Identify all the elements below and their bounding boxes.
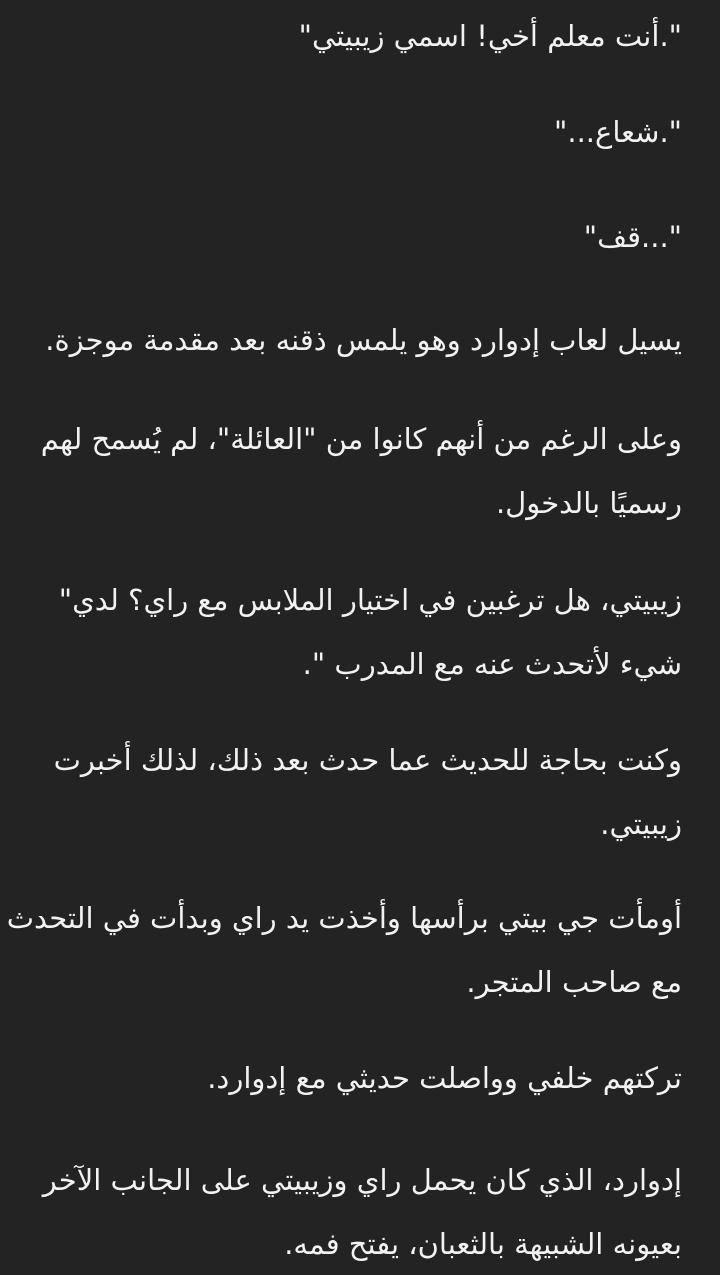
- paragraph-line: تركتهم خلفي وواصلت حديثي مع إدوارد.: [207, 1061, 682, 1095]
- paragraph-line: مع صاحب المتجر.: [466, 965, 682, 999]
- paragraph-4: [38, 308, 682, 372]
- paragraph-7: [38, 728, 682, 856]
- paragraph-9: [38, 1046, 682, 1110]
- paragraph-5: [38, 407, 682, 535]
- paragraph-line: بعيونه الشبيهة بالثعبان، يفتح فمه.: [284, 1227, 682, 1261]
- paragraph-1: [38, 4, 682, 68]
- paragraph-8: [6, 886, 682, 1014]
- paragraph-line: ".أنت معلم أخي! اسمي زيبيتي": [298, 19, 682, 53]
- paragraph-line: ".شعاع...": [554, 115, 682, 149]
- paragraph-6: [38, 568, 682, 696]
- paragraph-2: [38, 100, 682, 164]
- paragraph-line: وعلى الرغم من أنهم كانوا من "العائلة"، لم يُسمح لهم: [40, 422, 682, 456]
- paragraph-line: رسميًا بالدخول.: [495, 486, 682, 520]
- paragraph-line: وكنت بحاجة للحديث عما حدث بعد ذلك، لذلك أخبرت: [53, 743, 682, 777]
- paragraph-line: زيبيتي، هل ترغبين في اختيار الملابس مع راي؟ لدي": [58, 583, 682, 617]
- paragraph-line: أومأت جي بيتي برأسها وأخذت يد راي وبدأت في التحدث: [6, 901, 682, 935]
- paragraph-3: [38, 205, 682, 269]
- paragraph-line: إدوارد، الذي كان يحمل راي وزيبيتي على الجانب الآخر: [42, 1163, 682, 1197]
- paragraph-line: "...قف": [583, 220, 682, 254]
- paragraph-line: يسيل لعاب إدوارد وهو يلمس ذقنه بعد مقدمة موجزة.: [45, 323, 682, 357]
- paragraph-line: زيبيتي.: [600, 807, 682, 841]
- paragraph-10: [38, 1148, 682, 1275]
- paragraph-line: شيء لأتحدث عنه مع المدرب ".: [302, 647, 682, 681]
